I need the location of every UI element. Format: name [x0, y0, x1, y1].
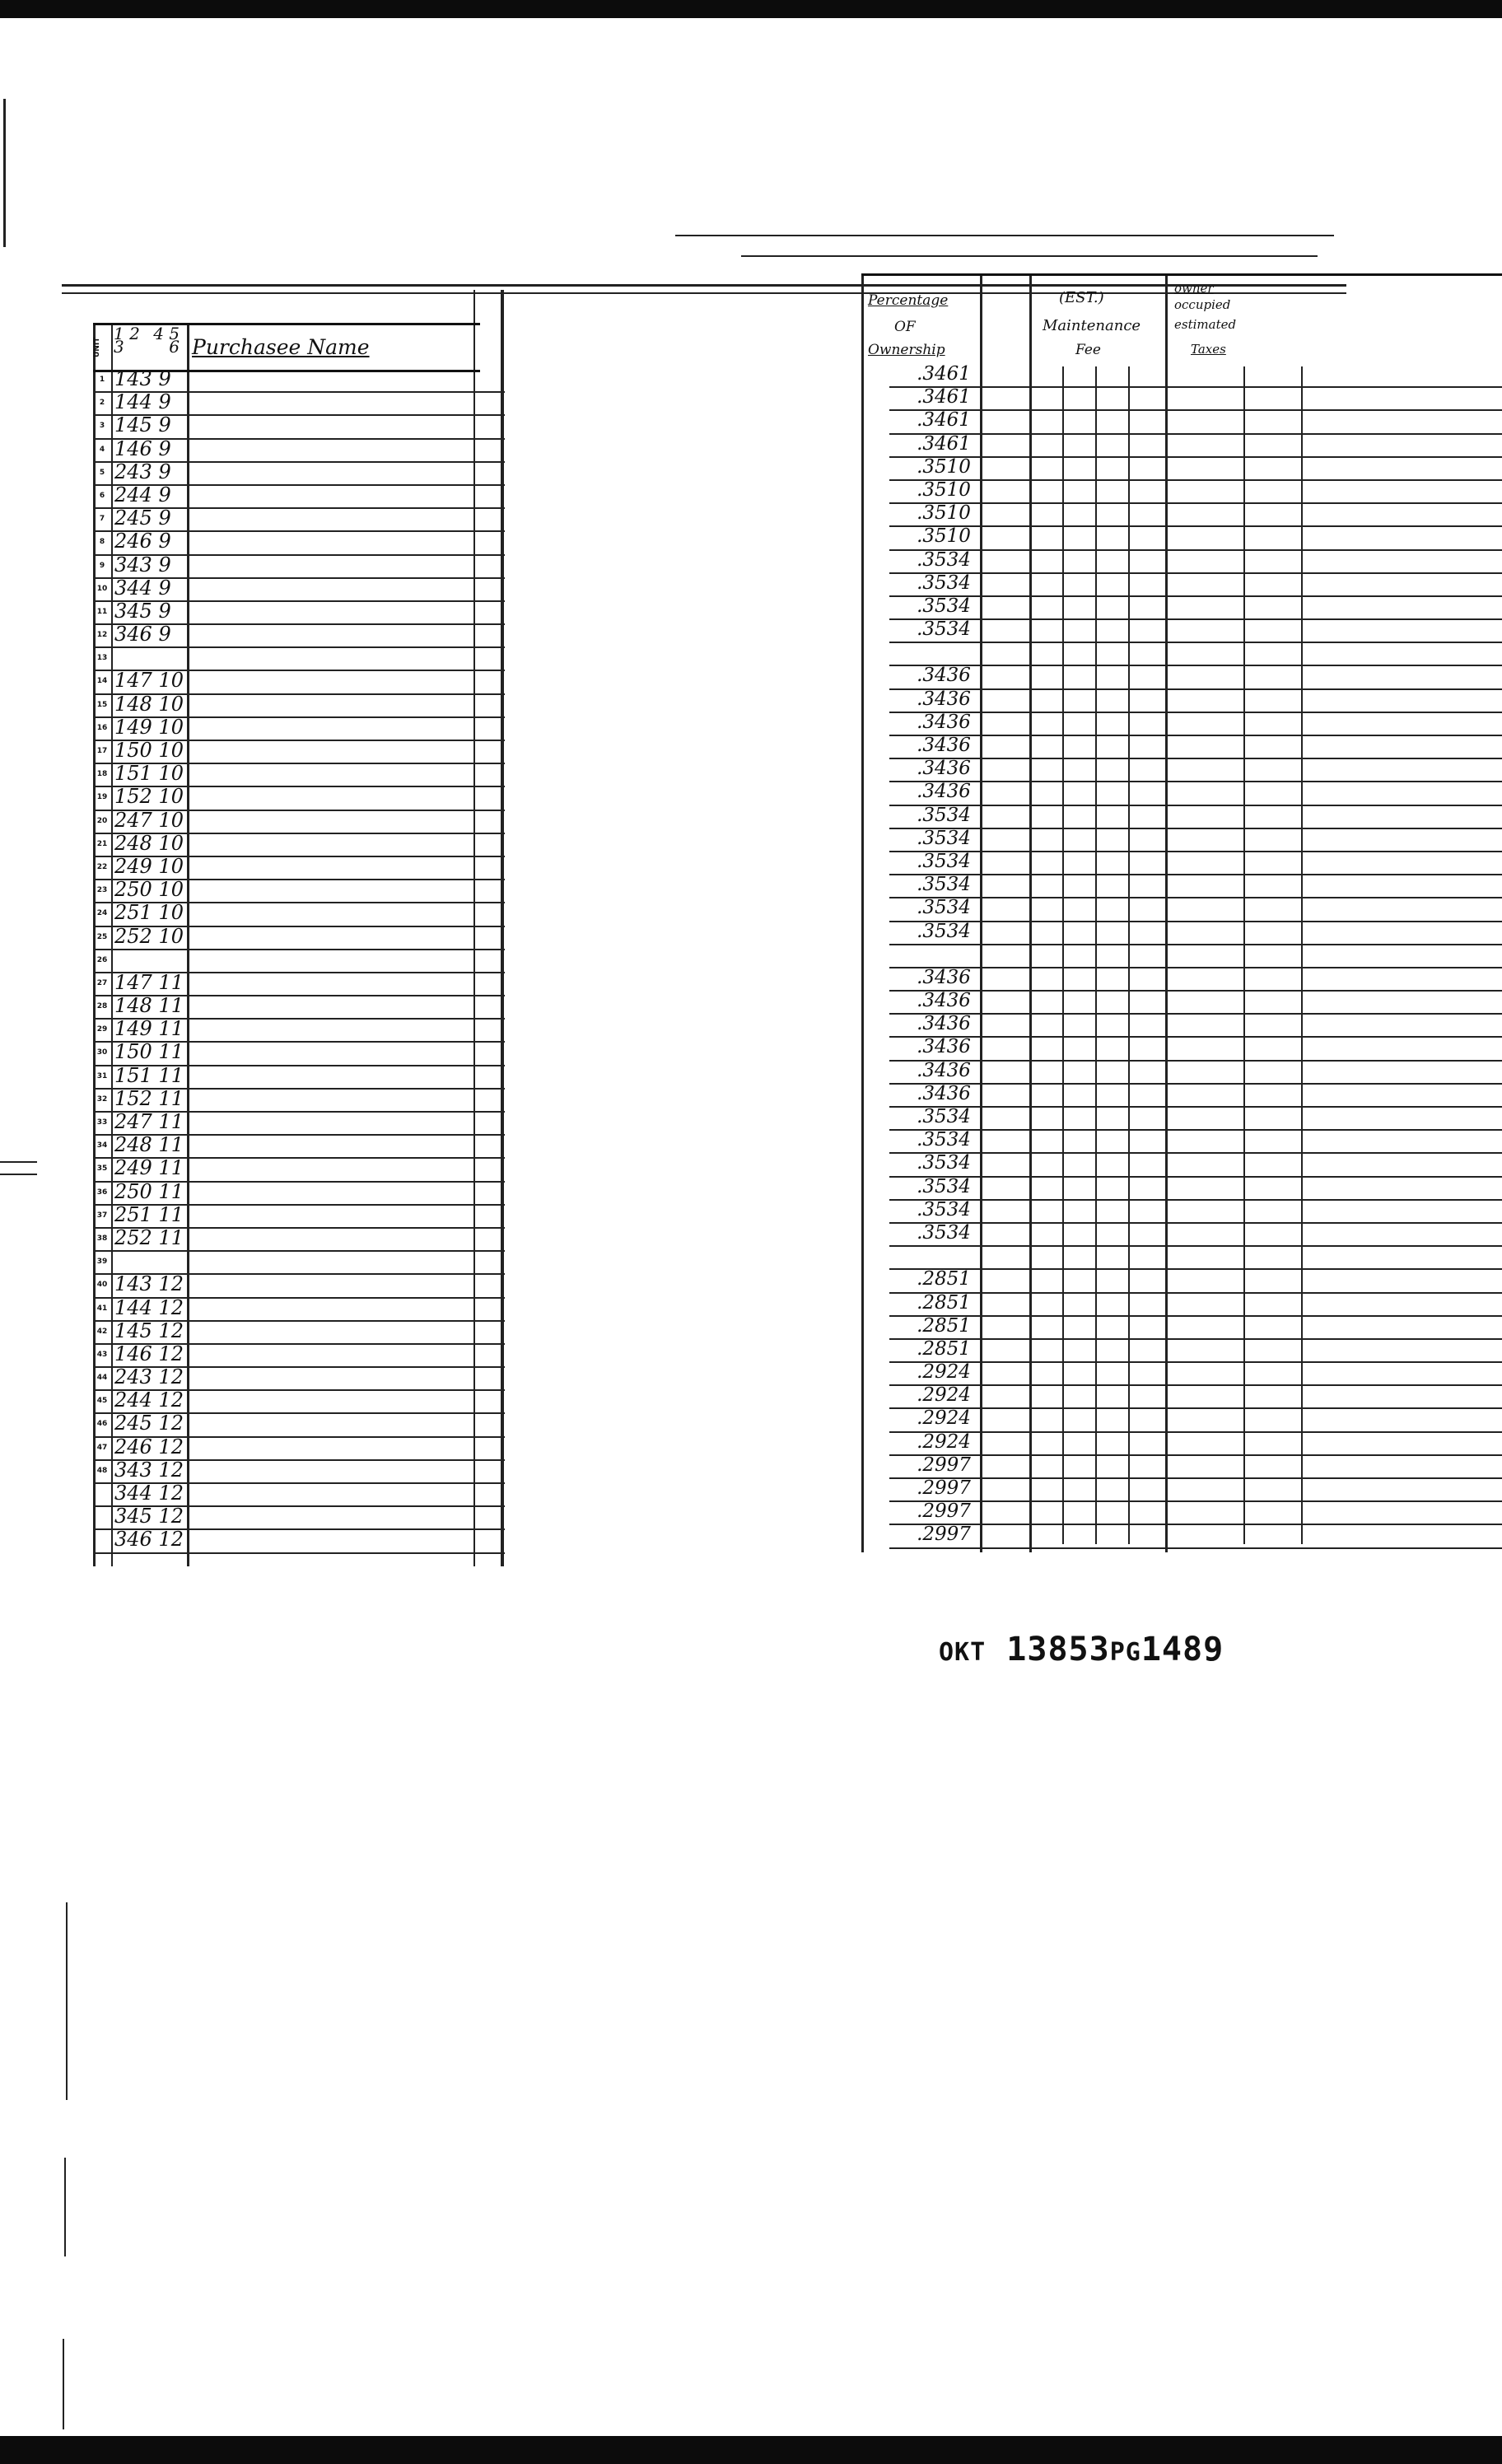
ownership-percentage: .3436: [917, 990, 971, 1012]
unit-value: 249 10: [114, 854, 184, 878]
ownership-percentage: .2997: [917, 1454, 971, 1476]
row-number: 31: [96, 1071, 108, 1080]
ownership-percentage: .3534: [917, 1106, 971, 1127]
table-row: [93, 1388, 505, 1414]
unit-value: 251 10: [114, 901, 184, 925]
table-row: [889, 1314, 1502, 1340]
table-row: [889, 455, 1502, 481]
table-row: [93, 1507, 505, 1530]
table-row: [889, 365, 1502, 388]
ownership-percentage: .2851: [917, 1291, 971, 1314]
header-percentage: Percentage: [868, 292, 949, 309]
table-row: [93, 506, 505, 532]
ownership-percentage: .3534: [917, 548, 971, 571]
table-row: [889, 690, 1502, 713]
table-row: [93, 715, 505, 741]
table-row: [93, 1156, 505, 1182]
ownership-percentage: .3510: [917, 455, 971, 478]
unit-value: 151 11: [114, 1063, 184, 1087]
table-row: [889, 1247, 1502, 1270]
unit-value: 344 9: [114, 576, 171, 600]
table-row: [889, 968, 1502, 992]
table-row: [93, 367, 505, 393]
table-row: [889, 574, 1502, 597]
table-row: [93, 576, 505, 602]
ownership-percentage: .2924: [917, 1430, 971, 1453]
table-row: [889, 1221, 1502, 1247]
ownership-percentage: .3436: [917, 966, 971, 988]
header-fee: Fee: [1075, 342, 1101, 358]
ownership-percentage: .2997: [917, 1500, 971, 1523]
table-row: [93, 1414, 505, 1437]
unit-value: 150 10: [114, 739, 184, 762]
table-row: [93, 671, 505, 694]
table-row: [93, 436, 505, 463]
table-row: [889, 852, 1502, 875]
header-occupied: occupied: [1174, 297, 1231, 312]
row-number: 30: [96, 1048, 108, 1057]
ownership-percentage: .3436: [917, 1059, 971, 1081]
table-row: [889, 1082, 1502, 1108]
unit-value: 343 9: [114, 553, 171, 576]
right-header: [861, 273, 1502, 366]
row-number: 36: [96, 1188, 108, 1197]
row-number: 5: [99, 468, 105, 477]
row-number: 45: [96, 1397, 108, 1406]
table-row: [889, 1409, 1502, 1432]
table-row: [889, 713, 1502, 736]
table-row: [889, 875, 1502, 898]
header-est: (EST.): [1059, 289, 1104, 306]
left-rows: [93, 367, 505, 1554]
table-row: [93, 413, 505, 439]
unit-value: 244 9: [114, 483, 171, 506]
ownership-percentage: .3534: [917, 804, 971, 826]
header-estimated: estimated: [1174, 317, 1237, 332]
ownership-percentage: .2997: [917, 1524, 971, 1546]
row-number: 23: [96, 886, 108, 895]
table-row: [93, 1342, 505, 1368]
table-row: [93, 764, 505, 787]
row-number: 35: [96, 1164, 108, 1174]
table-row: [93, 970, 505, 996]
row-number: 42: [96, 1327, 108, 1336]
row-number: 43: [96, 1350, 108, 1359]
ownership-percentage: .3534: [917, 874, 971, 896]
header-owner: owner: [1174, 281, 1214, 296]
table-row: [93, 1318, 505, 1345]
table-row: [93, 599, 505, 625]
table-row: [889, 666, 1502, 689]
header-col-b: 4 5 6: [153, 324, 180, 357]
ownership-percentage: .3436: [917, 665, 971, 687]
table-row: [889, 898, 1502, 922]
row-number: 11: [96, 607, 108, 616]
table-row: [93, 1225, 505, 1252]
row-number: 25: [96, 932, 108, 941]
table-row: [889, 922, 1502, 945]
unit-value: 145 12: [114, 1318, 184, 1342]
table-row: [93, 1435, 505, 1461]
ownership-percentage: .3534: [917, 618, 971, 641]
table-row: [93, 854, 505, 880]
row-number: 18: [96, 770, 108, 779]
stamp-pg-label: PG: [1109, 1638, 1141, 1667]
right-sheet-left-edge: [861, 276, 864, 1552]
table-row: [889, 736, 1502, 759]
ownership-percentage: .3510: [917, 502, 971, 525]
row-number: 39: [96, 1258, 108, 1267]
unit-value: 250 11: [114, 1179, 184, 1203]
margin-mark: [64, 2158, 66, 2256]
row-number: 44: [96, 1374, 108, 1383]
table-row: [889, 829, 1502, 852]
row-number: 47: [96, 1443, 108, 1452]
scan-top-border: [0, 0, 1502, 18]
unit-value: 343 12: [114, 1458, 184, 1482]
table-row: [889, 1108, 1502, 1131]
ownership-percentage: .3534: [917, 827, 971, 849]
table-row: [93, 1110, 505, 1136]
stamp-prefix: OKT: [939, 1638, 987, 1667]
recording-stamp: [939, 1631, 1224, 1668]
unit-value: 143 12: [114, 1272, 184, 1296]
ownership-percentage: .3436: [917, 688, 971, 710]
row-number: 19: [96, 793, 108, 802]
table-row: [889, 597, 1502, 620]
table-row: [889, 548, 1502, 574]
table-row: [93, 831, 505, 857]
ownership-percentage: .3436: [917, 781, 971, 803]
top-rule-4: [741, 255, 1318, 257]
row-number: 17: [96, 747, 108, 755]
table-row: [889, 759, 1502, 782]
row-number: 40: [96, 1281, 108, 1290]
unit-value: 345 9: [114, 599, 171, 623]
unit-value: 345 12: [114, 1505, 184, 1528]
row-number: 16: [96, 723, 108, 732]
right-form-sheet: [856, 264, 1502, 1565]
ownership-percentage: .3461: [917, 363, 971, 385]
table-row: [889, 527, 1502, 550]
header-ownership: Ownership: [868, 342, 945, 358]
unit-value: 244 12: [114, 1388, 184, 1412]
ownership-percentage: .3436: [917, 711, 971, 733]
header-maintenance: Maintenance: [1043, 317, 1141, 334]
unit-value: 143 9: [114, 367, 171, 390]
table-row: [93, 924, 505, 950]
ownership-percentage: .3534: [917, 1198, 971, 1220]
table-row: [889, 1502, 1502, 1525]
table-row: [93, 692, 505, 718]
row-number: 28: [96, 1002, 108, 1011]
unit-value: 247 11: [114, 1110, 184, 1133]
ownership-percentage: .3510: [917, 478, 971, 501]
unit-value: 146 12: [114, 1342, 184, 1365]
row-number: 48: [96, 1466, 108, 1475]
row-number: 41: [96, 1304, 108, 1313]
row-number: 6: [99, 491, 105, 500]
row-number: 9: [99, 561, 105, 570]
unit-value: 246 12: [114, 1435, 184, 1458]
ownership-percentage: .2924: [917, 1407, 971, 1430]
table-row: [93, 808, 505, 834]
unit-value: 248 11: [114, 1133, 184, 1157]
unit-value: 145 9: [114, 413, 171, 437]
row-number: 37: [96, 1211, 108, 1220]
margin-mark: [63, 2339, 64, 2429]
row-number: 20: [96, 816, 108, 825]
ownership-percentage: .3534: [917, 850, 971, 872]
table-row: [889, 1337, 1502, 1363]
ownership-percentage: .3534: [917, 897, 971, 919]
table-row: [889, 478, 1502, 504]
row-number: 13: [96, 654, 108, 663]
ownership-percentage: .3534: [917, 572, 971, 594]
table-row: [889, 806, 1502, 829]
table-row: [93, 532, 505, 555]
unit-value: 152 10: [114, 785, 184, 809]
unit-value: 243 12: [114, 1365, 184, 1389]
ownership-percentage: .3534: [917, 1221, 971, 1244]
row-number: 27: [96, 978, 108, 987]
unit-value: 150 11: [114, 1040, 184, 1064]
header-unit-label: UNIT: [93, 337, 101, 358]
table-row: [93, 996, 505, 1020]
row-number: 34: [96, 1141, 108, 1150]
table-row: [93, 1133, 505, 1159]
unit-value: 151 10: [114, 762, 184, 786]
table-row: [889, 1363, 1502, 1386]
stamp-page: 1489: [1140, 1631, 1224, 1668]
row-number: 3: [99, 422, 105, 431]
table-row: [93, 460, 505, 486]
row-number: 21: [96, 839, 108, 848]
unit-value: 147 10: [114, 669, 184, 693]
table-row: [93, 787, 505, 810]
unit-value: 249 11: [114, 1156, 184, 1180]
unit-value: 144 12: [114, 1295, 184, 1319]
ownership-percentage: .3436: [917, 758, 971, 780]
table-row: [889, 620, 1502, 643]
table-row: [889, 1059, 1502, 1085]
header-col-a: 1 2 3: [114, 324, 140, 357]
row-number: 46: [96, 1420, 108, 1429]
row-number: 15: [96, 700, 108, 709]
top-rule-3: [675, 235, 1334, 236]
row-number: 29: [96, 1025, 108, 1034]
table-row: [93, 1252, 505, 1275]
table-row: [93, 741, 505, 764]
ownership-percentage: .3534: [917, 1175, 971, 1197]
table-row: [93, 390, 505, 416]
table-row: [93, 1484, 505, 1507]
table-row: [889, 1479, 1502, 1502]
unit-value: 344 12: [114, 1482, 184, 1505]
unit-value: 248 10: [114, 831, 184, 855]
row-number: 14: [96, 677, 108, 686]
table-row: [93, 1017, 505, 1043]
margin-tick: [0, 1174, 37, 1175]
row-number: 7: [99, 515, 105, 524]
unit-value: 147 11: [114, 970, 184, 994]
margin-mark: [66, 1902, 68, 2100]
margin-tick: [0, 1161, 37, 1163]
table-row: [889, 1456, 1502, 1479]
row-number: 24: [96, 909, 108, 918]
ownership-percentage: .2851: [917, 1268, 971, 1290]
row-number: 33: [96, 1118, 108, 1127]
ownership-percentage: .3534: [917, 1152, 971, 1174]
table-row: [93, 1063, 505, 1090]
ownership-percentage: .3436: [917, 735, 971, 756]
margin-mark: [3, 99, 6, 247]
ownership-percentage: .3461: [917, 409, 971, 432]
table-row: [93, 1040, 505, 1066]
unit-value: 246 9: [114, 530, 171, 553]
table-row: [889, 1386, 1502, 1409]
unit-value: 250 10: [114, 878, 184, 902]
table-row: [889, 411, 1502, 434]
unit-value: 243 9: [114, 460, 171, 483]
table-row: [889, 992, 1502, 1015]
table-row: [93, 1272, 505, 1298]
ownership-percentage: .3436: [917, 1036, 971, 1058]
scan-bottom-border: [0, 2436, 1502, 2464]
table-row: [889, 1525, 1502, 1548]
ownership-percentage: .2924: [917, 1361, 971, 1384]
table-row: [889, 1291, 1502, 1317]
row-number: 2: [99, 399, 105, 408]
table-row: [93, 648, 505, 671]
row-number: 4: [99, 445, 105, 454]
ownership-percentage: .3534: [917, 1129, 971, 1151]
row-number: 8: [99, 538, 105, 547]
left-header: [93, 323, 480, 372]
right-rows: [889, 365, 1502, 1549]
row-number: 1: [99, 376, 105, 384]
left-form-sheet: [86, 282, 506, 1566]
ownership-percentage: .2997: [917, 1477, 971, 1499]
ownership-percentage: .3510: [917, 525, 971, 548]
unit-value: 144 9: [114, 390, 171, 414]
unit-value: 346 9: [114, 623, 171, 646]
table-row: [889, 945, 1502, 968]
table-row: [889, 1270, 1502, 1293]
header-of: OF: [894, 319, 916, 335]
table-row: [889, 504, 1502, 527]
header-purchaser-name: Purchasee Name: [192, 335, 370, 359]
table-row: [93, 1458, 505, 1484]
ownership-percentage: .2851: [917, 1337, 971, 1360]
row-number: 22: [96, 862, 108, 871]
table-row: [93, 1530, 505, 1553]
unit-value: 252 11: [114, 1225, 184, 1249]
table-row: [889, 432, 1502, 458]
stamp-book: 13853: [1006, 1631, 1110, 1668]
table-row: [93, 1295, 505, 1322]
table-row: [93, 1179, 505, 1206]
ownership-percentage: .3534: [917, 595, 971, 617]
unit-value: 149 10: [114, 715, 184, 739]
unit-value: 245 9: [114, 506, 171, 530]
row-number: 38: [96, 1234, 108, 1243]
unit-value: 247 10: [114, 808, 184, 832]
table-row: [93, 1365, 505, 1391]
table-row: [889, 1198, 1502, 1224]
table-row: [93, 553, 505, 579]
ownership-percentage: .3436: [917, 1082, 971, 1104]
table-row: [889, 1154, 1502, 1177]
unit-value: 146 9: [114, 436, 171, 460]
table-row: [93, 880, 505, 903]
unit-value: 245 12: [114, 1412, 184, 1435]
row-number: 32: [96, 1094, 108, 1104]
table-row: [93, 1086, 505, 1113]
table-row: [93, 950, 505, 973]
table-row: [93, 1202, 505, 1229]
ownership-percentage: .3436: [917, 1013, 971, 1035]
ownership-percentage: .2851: [917, 1314, 971, 1337]
ownership-percentage: .3534: [917, 920, 971, 942]
unit-value: 148 11: [114, 994, 184, 1018]
unit-value: 148 10: [114, 692, 184, 716]
table-row: [93, 625, 505, 648]
row-number: 26: [96, 955, 108, 964]
unit-value: 152 11: [114, 1086, 184, 1110]
unit-value: 346 12: [114, 1528, 184, 1552]
unit-value: 149 11: [114, 1017, 184, 1041]
ownership-percentage: .2924: [917, 1384, 971, 1407]
table-row: [889, 1015, 1502, 1038]
table-row: [889, 643, 1502, 666]
row-number: 10: [96, 584, 108, 593]
ownership-percentage: .3461: [917, 432, 971, 455]
table-row: [93, 483, 505, 509]
table-row: [889, 1131, 1502, 1154]
table-row: [889, 1038, 1502, 1061]
table-row: [889, 1175, 1502, 1201]
table-row: [889, 782, 1502, 805]
row-number: 12: [96, 631, 108, 640]
table-row: [93, 903, 505, 926]
table-row: [889, 1430, 1502, 1456]
ownership-percentage: .3461: [917, 386, 971, 408]
table-row: [889, 388, 1502, 411]
unit-value: 251 11: [114, 1202, 184, 1226]
header-taxes: Taxes: [1191, 342, 1226, 357]
unit-value: 252 10: [114, 924, 184, 948]
